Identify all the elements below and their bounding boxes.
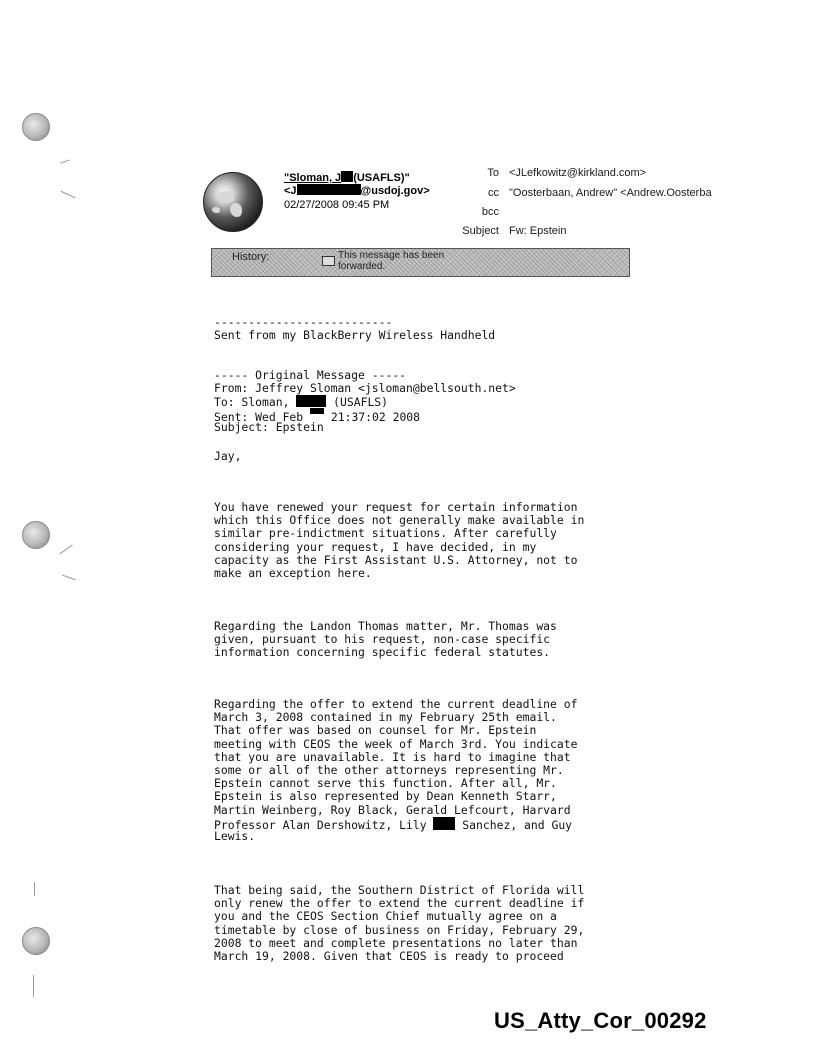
bates-number: US_Atty_Cor_00292	[494, 1008, 707, 1033]
sent-from-line: Sent from my BlackBerry Wireless Handheld	[214, 328, 496, 342]
binder-hole-bottom	[22, 927, 50, 955]
redaction-box	[341, 171, 353, 182]
paragraph-1: You have renewed your request for certain information which this Office does not generally make available in similar pre-indictment situations. After carefully considering your request, I have decided, in my capacity as the First Assistant U.S. Attorney, not to make an exception here.	[214, 500, 585, 581]
history-note	[338, 250, 444, 272]
subject-label: Subject	[462, 225, 499, 237]
binder-hole-top	[22, 113, 50, 141]
history-note-line: forwarded.	[338, 261, 386, 272]
sent-date: 02/27/2008 09:45 PM	[284, 199, 390, 211]
to-label: To	[487, 167, 499, 179]
sender-email-prefix: <J	[284, 185, 297, 197]
redaction-box	[433, 817, 455, 830]
original-message-header: ----- Original Message -----	[214, 368, 407, 382]
scan-mark	[60, 159, 70, 163]
binder-hole-middle	[22, 521, 50, 549]
sent-line-text: Sent: Wed Feb	[214, 410, 311, 424]
sender-email	[284, 184, 430, 197]
from-line: From: Jeffrey Sloman <jsloman@bellsouth.net>	[214, 381, 516, 395]
to-line-text: To: Sloman,	[214, 395, 297, 409]
paragraph-3-line	[214, 817, 572, 832]
sender-name	[284, 171, 410, 184]
bcc-label: bcc	[481, 206, 499, 218]
sender-name-first: "Sloman, J	[284, 172, 342, 184]
scan-mark	[34, 882, 35, 896]
scan-mark	[61, 191, 76, 199]
paragraph-4: That being said, the Southern District of Florida will only renew the offer to extend the current deadline if you and the CEOS Section Chief mutually agree on a timetable by close of business on Friday, February 29, 2008 to meet and complete presentations no later than March 19, 2008. Given that CEOS is ready to proceed	[214, 883, 585, 964]
paragraph-2: Regarding the Landon Thomas matter, Mr. Thomas was given, pursuant to his request, non-case specific information concerning specific federal statutes.	[214, 619, 557, 660]
to-line-org: (USAFLS)	[326, 395, 389, 409]
history-label[interactable]: History:	[232, 251, 270, 263]
greeting: Jay,	[214, 449, 242, 463]
paragraph-3-end: Lewis.	[214, 829, 256, 843]
paragraph-3-text: Professor Alan Dershowitz, Lily	[214, 818, 434, 832]
scan-mark	[33, 975, 34, 997]
subject-value: Fw: Epstein	[509, 225, 567, 237]
sender-email-domain: @usdoj.gov>	[360, 185, 430, 197]
separator-line: --------------------------	[214, 315, 393, 329]
subject-line: Subject: Epstein	[214, 420, 324, 434]
sent-line-time: 21:37:02 2008	[324, 410, 421, 424]
redaction-box	[296, 395, 326, 407]
sender-name-org: (USAFLS)"	[353, 172, 410, 184]
paragraph-3: Regarding the offer to extend the current deadline of March 3, 2008 contained in my February 25th email. That offer was based on counsel for Mr. Epstein meeting with CEOS the week of March 3rd. You indicate that you are unavailable. It is hard to imagine that some or all of the other attorneys representing Mr. Epstein cannot serve this function. After all, Mr. Epstein is also represented by Dean Kenneth Starr, Martin Weinberg, Roy Black, Gerald Lefcourt, Harvard	[214, 697, 578, 817]
envelope-icon	[322, 256, 335, 266]
paragraph-3-text: Sanchez, and Guy	[455, 818, 573, 832]
scan-mark	[59, 545, 73, 555]
cc-value: "Oosterbaan, Andrew" <Andrew.Oosterba	[509, 187, 712, 199]
history-bar	[211, 248, 630, 277]
cc-label: cc	[488, 187, 499, 199]
sender-avatar	[203, 172, 263, 232]
redaction-box	[297, 184, 361, 195]
redaction-box	[310, 408, 324, 414]
to-value: <JLefkowitz@kirkland.com>	[509, 167, 647, 179]
scan-mark	[62, 575, 75, 581]
history-note-line: This message has been	[338, 250, 445, 261]
